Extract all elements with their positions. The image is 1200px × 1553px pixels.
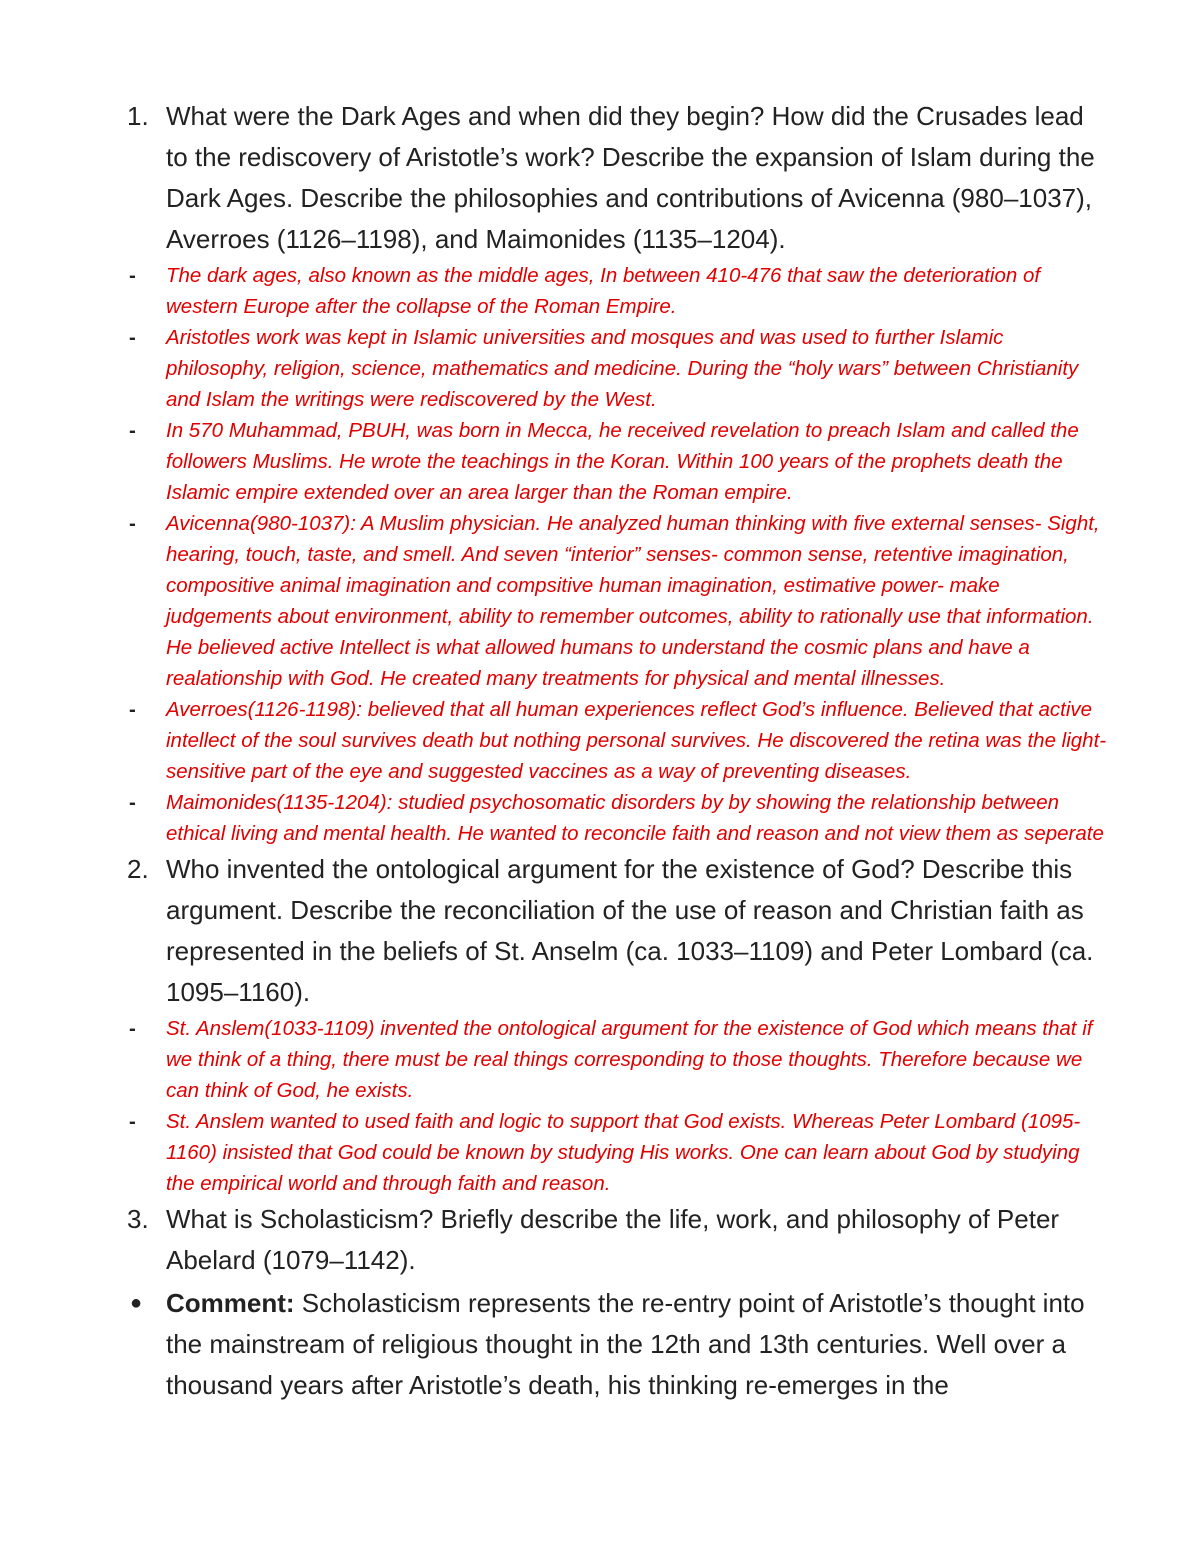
answer-text: Aristotles work was kept in Islamic universities and mosques and was used to further Islamic philosophy, religion, science, mathematics and medicine. During the “holy wars” between Christianity and Islam the writings were rediscovered by the West. xyxy=(166,326,1079,411)
answer-text: In 570 Muhammad, PBUH, was born in Mecca, he received revelation to preach Islam and called the followers Muslims. He wrote the teachings in the Koran. Within 100 years of the prophets death the Islamic empire extended over an area larger than the Roman empire. xyxy=(166,419,1079,504)
dash-marker: - xyxy=(129,512,136,535)
bullet-marker: ● xyxy=(130,1292,143,1314)
answer-text: St. Anslem wanted to used faith and logic to support that God exists. Whereas Peter Lombard (1095-1160) insisted that God could be known by studying His works. One can learn about God by studying the empirical world and through faith and reason. xyxy=(166,1110,1081,1195)
answer-text: Avicenna(980-1037): A Muslim physician. He analyzed human thinking with five external senses- Sight, hearing, touch, taste, and smell. And seven “interior” senses- common sense, retentive imagination, compositive animal imagination and compsitive human imagination, estimative power- make judgements about environment, ability to remember outcomes, ability to rationally use that information. He believed active Intellect is what allowed humans to understand the cosmic plans and have a realationship with God. He created many treatments for physical and mental illnesses. xyxy=(166,512,1100,690)
comment-text-block xyxy=(166,1283,1110,1406)
dash-marker: - xyxy=(129,791,136,814)
question-1 xyxy=(0,96,1200,260)
answer-text: Maimonides(1135-1204): studied psychosomatic disorders by by showing the relationship between ethical living and mental health. He wanted to reconcile faith and reason and not view them as seperate xyxy=(166,791,1104,845)
comment-label: Comment: xyxy=(166,1288,295,1318)
answer-item xyxy=(0,508,1200,694)
dash-marker: - xyxy=(129,1017,136,1040)
question-3 xyxy=(0,1199,1200,1281)
question-text: What is Scholasticism? Briefly describe the life, work, and philosophy of Peter Abelard (1079–1142). xyxy=(166,1204,1060,1275)
question-number: 1. xyxy=(127,101,149,131)
answer-item xyxy=(0,787,1200,849)
answer-item xyxy=(0,415,1200,508)
dash-marker: - xyxy=(129,419,136,442)
answer-item xyxy=(0,1013,1200,1106)
answer-text: St. Anslem(1033-1109) invented the ontological argument for the existence of God which means that if we think of a thing, there must be real things corresponding to those thoughts. Therefore because we can think of God, he exists. xyxy=(166,1017,1093,1102)
question-2 xyxy=(0,849,1200,1013)
question-text: What were the Dark Ages and when did they begin? How did the Crusades lead to the rediscovery of Aristotle’s work? Describe the expansion of Islam during the Dark Ages. Describe the philosophies and contributions of Avicenna (980–1037), Averroes (1126–1198), and Maimonides (1135–1204). xyxy=(166,101,1095,254)
question-number: 2. xyxy=(127,854,149,884)
comment-item xyxy=(0,1283,1200,1406)
answer-item xyxy=(0,1106,1200,1199)
dash-marker: - xyxy=(129,1110,136,1133)
question-text: Who invented the ontological argument for the existence of God? Describe this argument. Describe the reconciliation of the use of reason and Christian faith as represented in the beliefs of St. Anselm (ca. 1033–1109) and Peter Lombard (ca. 1095–1160). xyxy=(166,854,1094,1007)
document-content xyxy=(0,96,1200,1406)
dash-marker: - xyxy=(129,326,136,349)
answer-item xyxy=(0,260,1200,322)
question-number: 3. xyxy=(127,1204,149,1234)
comment-text: Scholasticism represents the re-entry point of Aristotle’s thought into the mainstream of religious thought in the 12th and 13th centuries. Well over a thousand years after Aristotle’s death, his thinking re-emerges in the xyxy=(166,1288,1085,1400)
answer-text: Averroes(1126-1198): believed that all human experiences reflect God’s influence. Believed that active intellect of the soul survives death but nothing personal survives. He discovered the retina was the light-sensitive part of the eye and suggested vaccines as a way of preventing diseases. xyxy=(166,698,1107,783)
dash-marker: - xyxy=(129,698,136,721)
answer-item xyxy=(0,322,1200,415)
dash-marker: - xyxy=(129,264,136,287)
answer-text: The dark ages, also known as the middle ages, In between 410-476 that saw the deterioration of western Europe after the collapse of the Roman Empire. xyxy=(166,264,1041,318)
answer-item xyxy=(0,694,1200,787)
